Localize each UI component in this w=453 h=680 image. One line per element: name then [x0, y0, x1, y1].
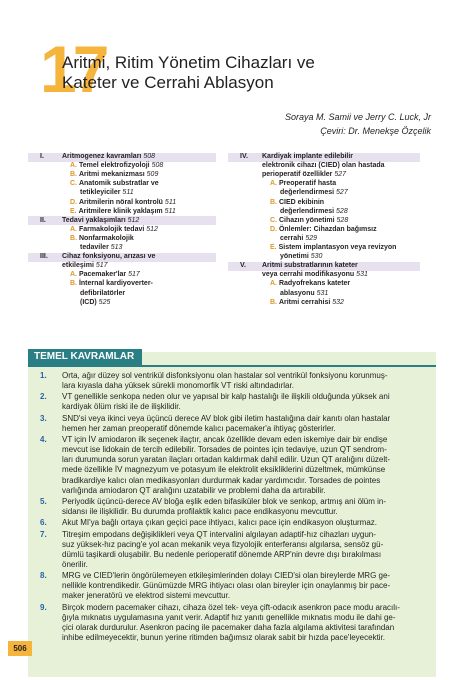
toc-page-number: 531: [316, 289, 329, 297]
toc-roman-numeral: I.: [40, 153, 44, 160]
toc-page-number: 511: [164, 207, 176, 215]
key-concept-number: 6.: [40, 518, 47, 528]
key-concept-line: Akut MI'ya bağlı ortaya çıkan geçici pace ihtiyacı, kalıcı pace için endikasyon oluşturmaz.: [62, 518, 378, 528]
key-concept-line: nellikle kontrendikedir. Günümüzde MRG ihtiyacı olası olan bireyler için onaylanmış bir pace-: [62, 581, 391, 591]
key-concept-line: VT için İV amiodaron ilk seçenek ilaçtır, ancak özellikle devam eden iskemiye dair bir endişe: [62, 435, 388, 445]
toc-entry-title: Tedavi yaklaşımları: [62, 216, 126, 224]
toc-entry-title: Aritmogenez kavramları: [62, 153, 142, 160]
toc-entry[interactable]: [280, 189, 348, 198]
key-concept-number: 3.: [40, 413, 47, 423]
chapter-number: 17: [40, 32, 106, 106]
toc-entry[interactable]: [270, 299, 344, 308]
toc-page-number: 527: [334, 171, 347, 179]
key-concepts-heading: TEMEL KAVRAMLAR: [28, 349, 142, 365]
toc-page-number: 529: [305, 234, 317, 242]
toc-entry-title: yönetimi: [280, 253, 309, 261]
toc-page-number: 517: [95, 262, 108, 270]
toc-entry[interactable]: [280, 235, 317, 244]
toc-entry-title: Aritmilere klinik yaklaşım: [78, 207, 163, 215]
key-concept-text: [62, 371, 432, 391]
toc-entry-title: Aritmi mekanizması: [78, 171, 145, 179]
toc-roman-numeral: III.: [40, 253, 48, 261]
toc-entry[interactable]: [270, 217, 348, 226]
key-concept-number: 2.: [40, 392, 47, 402]
toc-entry-title: ablasyonu: [280, 289, 315, 297]
toc-letter: B.: [70, 280, 77, 288]
toc-page-number: 509: [146, 171, 159, 179]
key-concept-line: bradikardiye kalıcı olan medikasyonları durdurmak kadar yardımcıdır. Torsades de pointes: [62, 475, 381, 485]
key-concept-number: 8.: [40, 571, 47, 581]
key-concept-text: [62, 571, 432, 601]
toc-roman-numeral: II.: [40, 216, 46, 224]
toc-page-number: 508: [143, 153, 156, 160]
key-concept-line: suz yüksek-hız pacing'e yol acan mekanik veya fizyolojik enterferansı algılarsa, sensöz gü-: [62, 539, 384, 549]
key-concept-line: kardiyak ölüm riski ile de ilişkilidir.: [62, 402, 181, 412]
key-concept-line: VT genellikle senkopa neden olur ve yapısal bir kalp hastalığı ile ilişkili olduğunda yüksek ani: [62, 392, 390, 402]
toc-entry-title: İnternal kardiyoverter-: [78, 280, 153, 288]
toc-entry-title: Farmakolojik tedavi: [78, 225, 145, 233]
toc-entry-title: değerlendirmesi: [280, 207, 335, 215]
key-concept-text: [62, 392, 432, 412]
key-concept-text: [62, 603, 432, 643]
toc-entry-title: defibrilatörler: [80, 289, 126, 297]
toc-letter: D.: [70, 198, 77, 206]
toc-entry[interactable]: [80, 189, 134, 198]
toc-letter: B.: [70, 171, 77, 179]
toc-page-number: 508: [151, 162, 164, 170]
toc-page-number: 527: [336, 189, 348, 197]
toc-entry-title: etkileşimi: [62, 262, 94, 270]
toc-entry[interactable]: [270, 244, 396, 253]
key-concept-item: [40, 371, 430, 391]
key-concept-line: mevcut ise lidokain de tercih edilebilir. Torsades de pointes için tedaviye, uzun QT sendrom-: [62, 445, 387, 455]
chapter-title: [62, 53, 422, 93]
toc-entry[interactable]: [262, 271, 368, 280]
toc-entry[interactable]: [270, 226, 377, 235]
toc-entry-title: tedaviler: [80, 244, 109, 251]
toc-entry-title: cerrahi: [280, 234, 304, 242]
toc-entry-title: tetikleyiciler: [80, 189, 121, 197]
toc-entry[interactable]: [270, 180, 336, 189]
toc-entry[interactable]: [270, 280, 350, 289]
key-concept-line: SND'si veya ikinci veya üçüncü derece AV blok gibi iletim hastalığına dair kanıtı olan hastalar: [62, 413, 391, 423]
toc-entry-title: CIED ekibinin: [278, 198, 325, 206]
key-concept-line: ğıyla mıknatıs uygulamasına yanıt verir. Adaptif hız yanıtı genellikle mıknatıs modu ile dahi ge-: [62, 612, 396, 622]
toc-entry-title: Sistem implantasyon veya revizyon: [278, 244, 397, 251]
key-concept-line: Titreşim empodans değişiklikleri veya QT intervalini algılayan adaptif-hız cihazları uygun-: [62, 529, 376, 539]
toc-page-number: 512: [127, 216, 140, 224]
toc-entry[interactable]: [70, 226, 158, 235]
key-concept-item: [40, 518, 430, 528]
key-concept-line: Birçok modern pacemaker cihazı, cihaza özel tek- veya çift-odacık asenkron pace modu aracılı-: [62, 602, 400, 612]
key-concept-line: MRG ve CIED'lerin öngörülemeyen etkileşimlerinden dolayı CIED'si olan bireylerde MRG ge-: [62, 571, 391, 581]
toc-entry-title: Cihaz fonksiyonu, arızası ve: [62, 253, 156, 261]
toc-roman-numeral: V.: [240, 262, 246, 270]
toc-letter: A.: [70, 271, 77, 279]
toc-entry-title: Cihazın yönetimi: [278, 216, 335, 224]
toc-letter: B.: [270, 198, 277, 206]
key-concept-text: [62, 414, 432, 434]
toc-entry-title: perioperatif özellikler: [262, 171, 333, 179]
key-concept-line: Periyodik üçüncü-derece AV bloğa eşlik eden bifasiküler blok ve senkop, artmış ani ölüm in-: [62, 497, 387, 506]
toc-entry-title: değerlendirmesi: [280, 189, 335, 197]
toc-page-number: 511: [164, 198, 177, 206]
key-concept-line: mede özellikle İV magnezyum ve potasyum ile elektrolit eksikliklerini düzeltmek, mümkünse: [62, 465, 386, 475]
toc-entry-title: Temel elektrofizyoloji: [78, 162, 150, 170]
toc-entry-title: Preoperatif hasta: [278, 180, 337, 188]
key-concept-item: [40, 435, 430, 496]
key-concepts-rule: [28, 365, 436, 367]
toc-letter: B.: [270, 298, 277, 306]
key-concept-item: [40, 530, 430, 570]
toc-entry-title: veya cerrahi modifikasyonu: [262, 271, 355, 279]
toc-entry[interactable]: [62, 217, 139, 226]
toc-page-number: 513: [110, 244, 123, 251]
toc-letter: A.: [270, 180, 277, 188]
key-concept-line: sidansı ile ilişkilidir. Bu durumda profilaktik kalıcı pace endikasyonu mevcuttur.: [62, 507, 338, 517]
toc-entry-title: elektronik cihazı (CIED) olan hastada: [262, 162, 385, 170]
toc-entry-title: Pacemaker'lar: [78, 271, 127, 279]
toc-entry-title: Aritmi cerrahisi: [278, 298, 331, 306]
toc-entry[interactable]: [62, 253, 155, 262]
toc-page-number: 532: [332, 298, 344, 306]
translator: Çeviri: Dr. Menekşe Özçelik: [320, 126, 431, 136]
toc-entry-title: Önlemler: Cihazdan bağımsız: [278, 225, 377, 233]
toc-entry[interactable]: [70, 180, 159, 189]
toc-entry-title: Anatomik substratlar ve: [78, 180, 159, 188]
toc-entry[interactable]: [262, 262, 358, 271]
toc-entry-title: Radyofrekans kateter: [278, 280, 351, 288]
toc-entry[interactable]: [70, 235, 134, 244]
toc-entry[interactable]: [70, 280, 153, 289]
toc-letter: B.: [70, 234, 77, 242]
key-concept-line: çici olarak durdurulur. Asenkron pacing ile pacemaker daha fazla algılama aktivitesi tarafından: [62, 622, 395, 632]
toc-entry[interactable]: [70, 199, 176, 208]
toc-entry[interactable]: [80, 299, 110, 308]
key-concept-line: varlığında amiodaron QT aralığını uzatabilir ve problemi daha da artırabilir.: [62, 485, 326, 495]
toc-entry-title: Aritmi substratlarının kateter: [262, 262, 358, 270]
toc-entry[interactable]: [80, 290, 125, 299]
key-concept-text: [62, 435, 432, 496]
chapter-title-line2: Kateter ve Cerrahi Ablasyon: [62, 73, 274, 92]
toc-page-number: 511: [122, 189, 134, 197]
key-concept-line: maker jeneratörü ve elektrod sistemi mevcuttur.: [62, 591, 231, 601]
toc-entry[interactable]: [270, 199, 324, 208]
key-concept-number: 5.: [40, 497, 47, 506]
key-concept-number: 7.: [40, 529, 47, 539]
toc-letter: A.: [70, 162, 77, 170]
authors: Soraya M. Samii ve Jerry C. Luck, Jr: [284, 112, 431, 122]
toc-entry[interactable]: [70, 162, 163, 171]
toc-entry[interactable]: [70, 271, 140, 280]
toc-entry-title: (ICD): [80, 298, 97, 306]
key-concept-number: 4.: [40, 435, 47, 445]
toc-page-number: 530: [310, 253, 323, 261]
toc-entry[interactable]: [62, 262, 108, 271]
toc-entry-title: Aritmilerin nöral kontrolü: [78, 198, 163, 206]
toc-page-number: 531: [356, 271, 368, 279]
toc-entry[interactable]: [280, 290, 328, 299]
key-concept-line: dümlü taşikardi oluşabilir. Bu nedenle perioperatif dönemde ARP'nin devre dışı bırakılması: [62, 549, 382, 559]
key-concept-text: [62, 530, 432, 570]
toc-letter: E.: [270, 244, 277, 251]
toc-entry[interactable]: [70, 208, 176, 217]
toc-entry[interactable]: [62, 153, 155, 162]
key-concept-line: inhibe edilmeyecektir, bunun yerine ritimden bağımsız olarak sabit bir hızda pace'leyecektir.: [62, 633, 386, 643]
toc-entry-title: Nonfarmakolojik: [78, 234, 134, 242]
toc-letter: D.: [270, 225, 277, 233]
toc-entry[interactable]: [262, 171, 346, 180]
key-concept-item: [40, 414, 430, 434]
toc-letter: A.: [70, 225, 77, 233]
toc-entry[interactable]: [262, 153, 353, 162]
toc-page-number: 528: [336, 216, 349, 224]
key-concept-line: ları durumunda sorun yaratan ilaçları ortadan kaldırmak dahil edilir. Uzun QT aralığını düzelt-: [62, 455, 391, 465]
key-concept-line: lara kıyasla daha yüksek sürekli monomorfik VT riski altındadırlar.: [62, 381, 294, 391]
toc-page-number: 517: [128, 271, 140, 279]
toc-page-number: 525: [98, 298, 111, 306]
toc-entry[interactable]: [280, 253, 322, 262]
toc-page-number: 528: [336, 207, 348, 215]
key-concept-item: [40, 392, 430, 412]
toc-entry[interactable]: [262, 162, 385, 171]
toc-letter: C.: [270, 216, 277, 224]
key-concept-item: [40, 497, 430, 517]
key-concept-item: [40, 571, 430, 601]
key-concept-line: önerilir.: [62, 559, 88, 569]
toc-entry[interactable]: [80, 244, 122, 253]
toc-letter: C.: [70, 180, 77, 188]
toc-entry-title: Kardiyak implante edilebilir: [262, 153, 354, 160]
toc-entry[interactable]: [280, 208, 348, 217]
key-concept-line: hemen her zaman preoperatif dönemde kalıcı pacemaker'a ihtiyaç gösterirler.: [62, 423, 336, 433]
toc-letter: A.: [270, 280, 277, 288]
authors-block: [285, 110, 431, 138]
toc-entry[interactable]: [70, 171, 158, 180]
page-number: 506: [8, 641, 32, 656]
key-concept-item: [40, 603, 430, 643]
table-of-contents: [32, 153, 422, 333]
toc-roman-numeral: IV.: [240, 153, 248, 160]
key-concept-number: 9.: [40, 602, 47, 612]
key-concept-number: 1.: [40, 371, 47, 380]
key-concept-line: Orta, ağır düzey sol ventrikül disfonksiyonu olan hastalar sol ventrikül fonksiyonu korunmuş-: [62, 371, 388, 380]
key-concept-text: [62, 497, 432, 517]
key-concept-text: [62, 518, 432, 528]
toc-letter: E.: [70, 207, 77, 215]
toc-page-number: 512: [146, 225, 158, 233]
chapter-title-line1: Aritmi, Ritim Yönetim Cihazları ve: [62, 53, 315, 72]
